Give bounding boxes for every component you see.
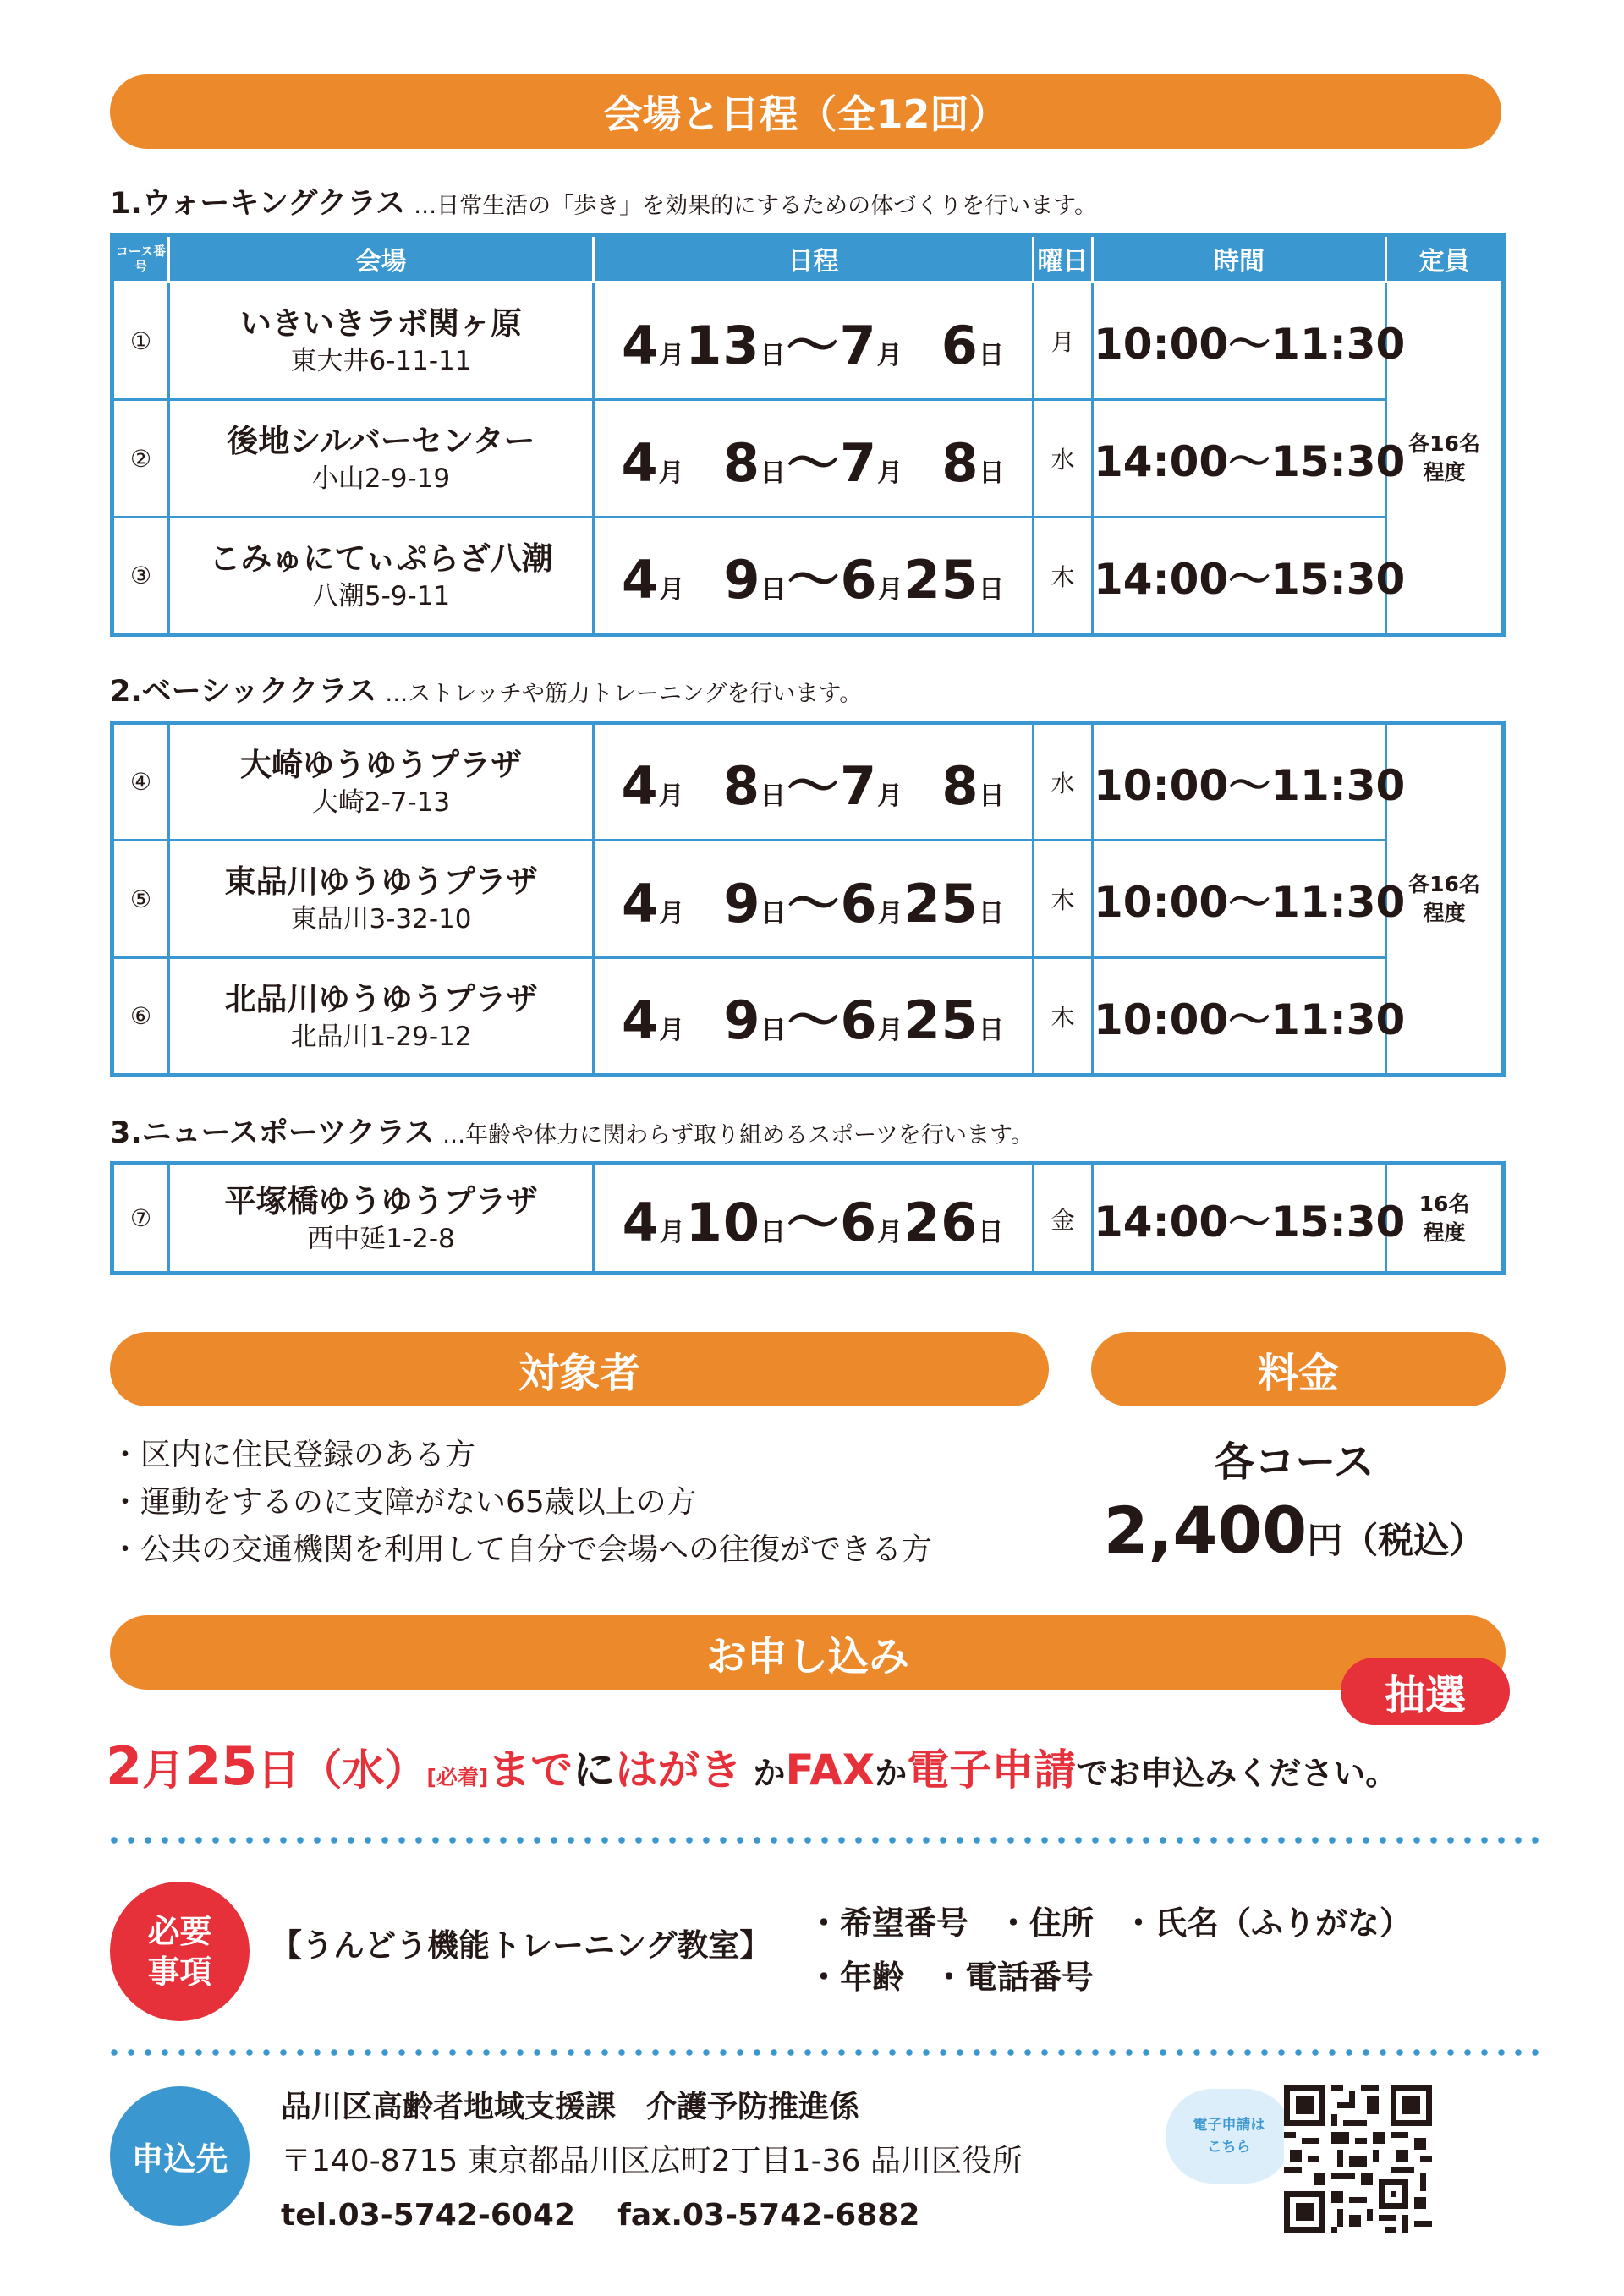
table-row — [112, 958, 1504, 1076]
qr-code-icon[interactable] — [1284, 2085, 1432, 2233]
basic-schedule-table — [110, 721, 1506, 1077]
venue-cell — [169, 841, 594, 958]
fee-unit: 円（税込） — [1307, 1520, 1485, 1561]
header-capacity: 定員 — [1386, 235, 1504, 282]
list-item: ・運動をするのに支障がない65歳以上の方 — [110, 1485, 697, 1520]
required-badge-label: 必要事項 — [147, 1912, 212, 1991]
time-range: 10:00〜11:30 — [1093, 841, 1386, 958]
table-row — [112, 400, 1504, 518]
contact-badge — [110, 2086, 250, 2226]
time-range: 10:00〜11:30 — [1093, 958, 1386, 1076]
contact-dept: 品川区高齢者地域支援課 介護予防推進係 — [281, 2090, 860, 2124]
course-number: ④ — [112, 723, 169, 841]
online-bubble-label: 電子申請はこちら — [1193, 2117, 1265, 2156]
schedule-banner — [110, 74, 1501, 149]
online-application-bubble — [1166, 2089, 1292, 2184]
table-row — [112, 518, 1504, 635]
venue-address: 大崎2-7-13 — [311, 786, 451, 818]
day-of-week: 水 — [1034, 400, 1093, 518]
section-basic-header — [110, 668, 862, 710]
venue-address: 八潮5-9-11 — [311, 580, 451, 611]
apply-banner — [110, 1615, 1506, 1690]
venue-address: 北品川1-29-12 — [290, 1021, 472, 1052]
capacity-cell: 各16名 程度 — [1386, 723, 1504, 1076]
list-item: ・区内に住民登録のある方 — [110, 1438, 476, 1472]
course-number: ③ — [112, 518, 169, 635]
capacity-cell: 各16名 程度 — [1386, 282, 1504, 635]
fee-amount — [1091, 1493, 1497, 1568]
header-time: 時間 — [1093, 235, 1386, 282]
venue-name: 大崎ゆうゆうプラザ — [240, 746, 522, 783]
table-row — [112, 1164, 1504, 1274]
lottery-badge: 抽選 — [1341, 1658, 1510, 1725]
list-item: ・電話番号 — [933, 1959, 1095, 1996]
venue-address: 東大井6-11-11 — [290, 346, 472, 376]
venue-name: 平塚橋ゆうゆうプラザ — [224, 1182, 538, 1219]
date-range: 4月 9日〜6月25日 — [594, 841, 1034, 958]
venue-name: 後地シルバーセンター — [227, 423, 535, 459]
target-banner — [110, 1332, 1049, 1406]
table-row — [112, 841, 1504, 958]
walking-schedule-table — [110, 233, 1506, 637]
time-range: 14:00〜15:30 — [1093, 518, 1386, 635]
apply-banner-label: お申し込み — [705, 1632, 909, 1680]
venue-name: こみゅにてぃぷらざ八潮 — [209, 540, 553, 577]
contact-phones — [281, 2189, 1023, 2243]
time-range: 10:00〜11:30 — [1093, 282, 1386, 400]
fee-label: 各コース — [1214, 1438, 1374, 1486]
venue-name: 北品川ゆうゆうプラザ — [224, 980, 538, 1017]
table-row — [112, 723, 1504, 841]
venue-cell — [169, 1164, 594, 1274]
day-of-week: 木 — [1034, 518, 1093, 635]
section-newsports-header — [110, 1110, 1034, 1152]
dotted-divider — [106, 1837, 1544, 1844]
course-number: ⑥ — [112, 958, 169, 1076]
section-title: 2.ベーシッククラス — [110, 675, 377, 709]
venue-address: 小山2-9-19 — [311, 463, 451, 494]
list-item: ・希望番号 — [808, 1904, 969, 1942]
date-range: 4月 9日〜6月25日 — [594, 518, 1034, 635]
section-walking-header — [110, 180, 1097, 222]
required-badge — [110, 1882, 250, 2021]
venue-cell — [169, 400, 594, 518]
section-desc: …ストレッチや筋力トレーニングを行います。 — [385, 681, 863, 707]
day-of-week: 金 — [1034, 1164, 1093, 1274]
newsports-schedule-table — [110, 1161, 1506, 1275]
dotted-divider — [106, 2049, 1544, 2056]
section-desc: …年齢や体力に関わらず取り組めるスポーツを行います。 — [442, 1122, 1034, 1148]
list-item: ・住所 — [997, 1904, 1095, 1942]
section-title: 3.ニュースポーツクラス — [110, 1116, 435, 1150]
date-range: 4月 8日〜7月 8日 — [594, 400, 1034, 518]
section-desc: …日常生活の「歩き」を効果的にするための体づくりを行います。 — [414, 193, 1097, 219]
target-banner-label: 対象者 — [518, 1349, 640, 1397]
venue-cell — [169, 282, 594, 400]
time-range: 14:00〜15:30 — [1093, 1164, 1386, 1274]
header-day: 曜日 — [1034, 235, 1093, 282]
list-item: ・氏名（ふりがな） — [1122, 1904, 1413, 1942]
deadline-line: 2月25日（水）[必着]までにはがき かFAXか電子申請でお申込みください。 — [106, 1735, 1398, 1797]
table-header-row — [112, 235, 1504, 282]
venue-name: 東品川ゆうゆうプラザ — [224, 863, 538, 900]
header-course-no: コース番号 — [112, 235, 169, 282]
course-number: ① — [112, 282, 169, 400]
course-number: ② — [112, 400, 169, 518]
header-venue: 会場 — [169, 235, 594, 282]
date-range: 4月10日〜6月26日 — [594, 1164, 1034, 1274]
venue-name: いきいきラボ関ヶ原 — [240, 305, 522, 342]
target-list — [110, 1432, 932, 1574]
date-range: 4月 8日〜7月 8日 — [594, 723, 1034, 841]
day-of-week: 月 — [1034, 282, 1093, 400]
fee-value: 2,400 — [1103, 1493, 1308, 1568]
list-item: ・公共の交通機関を利用して自分で会場への往復ができる方 — [110, 1532, 933, 1567]
venue-cell — [169, 723, 594, 841]
contact-badge-label: 申込先 — [131, 2140, 228, 2178]
time-range: 10:00〜11:30 — [1093, 723, 1386, 841]
header-schedule: 日程 — [594, 235, 1034, 282]
fee-banner-label: 料金 — [1257, 1349, 1339, 1397]
schedule-banner-label: 会場と日程（全12回） — [603, 91, 1008, 137]
course-number: ⑤ — [112, 841, 169, 958]
date-range: 4月13日〜7月 6日 — [594, 282, 1034, 400]
contact-tel: tel.03-5742-6042 — [281, 2198, 576, 2233]
capacity-cell: 16名 程度 — [1386, 1164, 1504, 1274]
contact-address: 〒140-8715 東京都品川区広町2丁目1-36 品川区役所 — [281, 2144, 1023, 2178]
day-of-week: 木 — [1034, 841, 1093, 958]
day-of-week: 木 — [1034, 958, 1093, 1076]
required-items — [808, 1896, 1440, 2004]
course-number: ⑦ — [112, 1164, 169, 1274]
venue-address: 東品川3-32-10 — [290, 904, 472, 934]
venue-cell — [169, 958, 594, 1076]
section-title: 1.ウォーキングクラス — [110, 187, 406, 221]
venue-cell — [169, 518, 594, 635]
contact-info — [281, 2080, 1023, 2243]
table-row — [112, 282, 1504, 400]
time-range: 14:00〜15:30 — [1093, 400, 1386, 518]
list-item: ・年齢 — [808, 1959, 905, 1996]
day-of-week: 水 — [1034, 723, 1093, 841]
required-title: 【うんどう機能トレーニング教室】 — [271, 1927, 771, 1964]
contact-fax: fax.03-5742-6882 — [617, 2198, 920, 2233]
venue-address: 西中延1-2-8 — [307, 1223, 455, 1254]
fee-banner — [1091, 1332, 1506, 1406]
date-range: 4月 9日〜6月25日 — [594, 958, 1034, 1076]
